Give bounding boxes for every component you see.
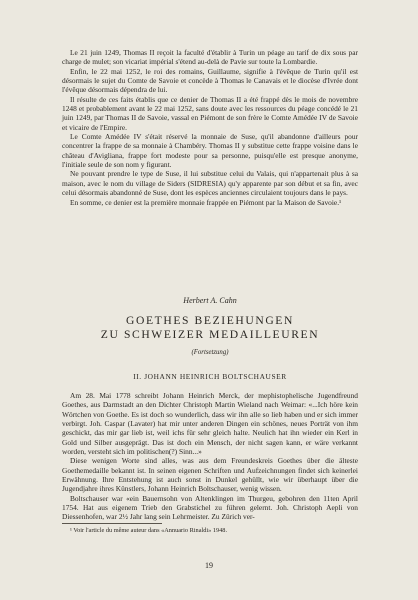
paragraph: Enfin, le 22 mai 1252, le roi des romains, Guillaume, signifie à l'évêque de Turin qu'il est désormais le sujet du Comte de Savoie et concède à Thomas le Canavais et le diocèse d'Ivrée dont l'évêque désormais dépendra de lui. <box>62 66 358 95</box>
paragraph: Ne pouvant prendre le type de Suse, il lui substitue celui du Valais, qui n'appartenait plus à sa maison, avec le nom du village de Siders (SIDRESIA) qu'y apparente par son début et sa fin, avec celui désormais abandonné de Suse, dont les espèces anciennes circulaient toujours dans le pays. <box>62 169 358 198</box>
german-text-block <box>62 391 358 522</box>
paragraph: Diese wenigen Worte sind alles, was aus dem Freundeskreis Goethes über die älteste Goethemedaille bekannt ist. In seinen eigenen Schriften und Aufzeichnungen findet sich keinerlei Erwähnung. Ihre Entstehung ist auch sonst in Dunkel gehüllt, wie wir überhaupt über die Jugendjahre ihres Künstlers, Johann Heinrich Boltschauser, wenig wissen. <box>62 456 358 494</box>
footnote-rule <box>62 523 162 524</box>
french-text-block <box>62 48 358 207</box>
page-number: 19 <box>205 561 213 570</box>
title-line-2: ZU SCHWEIZER MEDAILLEUREN <box>100 328 320 341</box>
paragraph: Il résulte de ces faits établis que ce denier de Thomas II a été frappé dès le mois de novembre 1248 et probablement avant le 22 mai 1252, sans doute avec les ressources du péage concédé le 21 juin 1249, par Thomas II de Savoie, vassal en Piémont de son frère le Comte Amédée IV de Savoie et vicaire de l'Empire. <box>62 94 358 132</box>
article-header <box>62 296 358 305</box>
paragraph: Le Comte Amédée IV s'était réservé la monnaie de Suse, qu'il abandonne d'ailleurs pour concentrer la frappe de sa monnaie à Chambéry. Thomas II y substitue cette frappe voisine dans le château d'Avigliana, frappe fort modeste pour sa personne, puisqu'elle est presque anonyme, l'initiale seule de son nom y figurant. <box>62 132 358 170</box>
paragraph: En somme, ce denier est la première monnaie frappée en Piémont par la Maison de Savoie.¹ <box>70 197 342 207</box>
paragraph: Le 21 juin 1249, Thomas II reçoit la faculté d'établir à Turin un péage au tarif de dix sous par charge de mulet; son vicariat impérial s'étend au-delà de Pavie sur toute la Lombardie. <box>62 48 358 67</box>
title-line-1: GOETHES BEZIEHUNGEN <box>126 314 294 327</box>
footnote-block <box>62 527 358 535</box>
article-title <box>62 314 358 342</box>
footnote: ¹ Voir l'article du même auteur dans «Annuario Rinaldi» 1948. <box>70 527 228 534</box>
section-heading-block <box>62 372 358 381</box>
subtitle: (Fortsetzung) <box>191 349 229 356</box>
paragraph: Am 28. Mai 1778 schreibt Johann Heinrich Merck, der mephistophelische Jugendfreund Goethes, aus Darmstadt an den Dichter Christoph Martin Wieland nach Weimar: «...Ich höre kein Wörtchen von Goethe. Es ist doch so wunderlich, dass wir ihn alle so lieb haben und er sich immer verbirgt. Joh. Caspar (Lavater) hat mir unter anderen Dingen ein schönes, neues Porträt von ihm geschickt, das mir gar lieb ist, weil ichs für sehr gleich halte. Neulich hat ihn wieder ein Kerl in Gold und Silber ausgeprägt. Das ist doch ein Mensch, der nicht sagen kann, er wäre verkannt worden, versteht sich im politischen(?) Sinn...» <box>62 391 358 457</box>
subtitle-block <box>62 349 358 356</box>
paragraph: Boltschauser war «ein Bauernsohn von Altenklingen im Thurgeu, gebohren den 11ten April 1754. Hat aus eigenem Trieb den Grabstichel zu führen gelernt. Joh. Christoph Aepli von Diessenhofen, war 2½ Jahr lang sein Lehrmeister. Zu Zürich ver- <box>62 493 358 522</box>
author-byline: Herbert A. Cahn <box>183 296 237 305</box>
section-heading: II. JOHANN HEINRICH BOLTSCHAUSER <box>133 372 287 381</box>
